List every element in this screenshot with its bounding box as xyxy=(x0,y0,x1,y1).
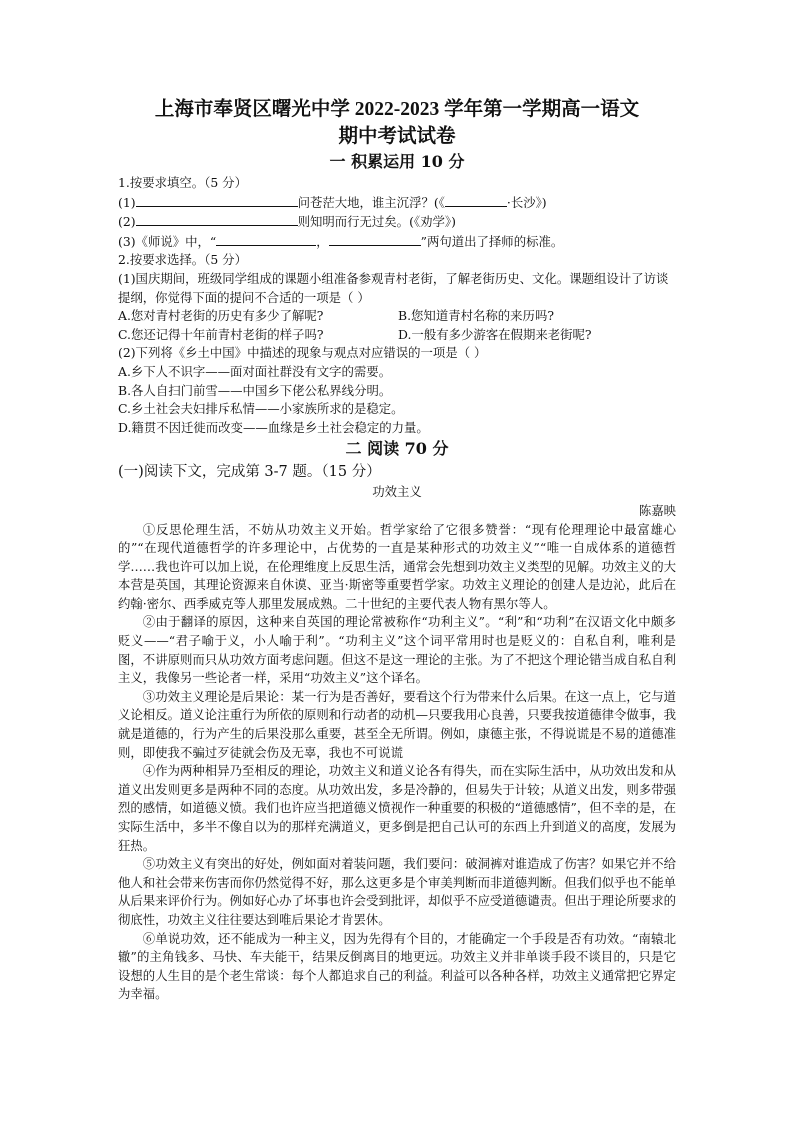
q1-item3-blank1[interactable] xyxy=(216,232,316,246)
q1-item1-blank[interactable] xyxy=(136,193,298,207)
q1-item3-blank2[interactable] xyxy=(329,232,421,246)
q1-item2-blank[interactable] xyxy=(136,212,298,226)
reading-part1-instruction: (一)阅读下文，完成第 3-7 题。（15 分） xyxy=(118,464,381,481)
q2-sub2-option-c[interactable]: C.乡土社会夫妇排斥私情——小家族所求的是稳定。 xyxy=(118,401,404,417)
q2-sub1-option-a[interactable]: A.您对青村老街的历史有多少了解呢? xyxy=(118,308,324,324)
article-paragraph-1: ①反思伦理生活，不妨从功效主义开始。哲学家给了它很多赞誉：“现有伦理理论中最富雄心的”“在现代道德哲学的许多理论中，占优势的一直是某种形式的功效主义”“唯一自成体系的道德哲学……我也许可以加上说，在伦理维度上反思生活，通常会先想到功效主义类型的见解。功效主义的大本营是英国，其理论资源来自休谟、亚当·斯密等重要哲学家。功效主义理论的创建人是边沁，此后在约翰·密尔、西季威克等人那里发展成熟。二十世纪的主要代表人物有黑尔等人。 xyxy=(118,521,676,611)
article-title: 功效主义 xyxy=(372,484,422,500)
q2-sub2-option-b[interactable]: B.各人自扫门前雪——中国乡下佬公私界线分明。 xyxy=(118,382,392,398)
article-paragraph-3: ③功效主义理论是后果论：某一行为是否善好，要看这个行为带来什么后果。在这一点上，它与道义论相反。道义论注重行为所依的原则和行动者的动机—只要我用心良善，只要我按道德律令做事，我就是道德的，行为产生的后果没那么重要，甚至全无所谓。例如，康德主张，不得说谎是不易的道德准则，即使我不骗过歹徒就会伤及无辜，我也不可说谎 xyxy=(118,688,676,760)
q1-item3-prefix: (3)《师说》中，“ xyxy=(118,233,217,249)
q1-item1-text: 问苍茫大地，谁主沉浮？(《 xyxy=(297,194,445,210)
article-author: 陈嘉映 xyxy=(638,502,676,518)
q1-item2-prefix: (2) xyxy=(118,214,136,230)
q2-sub2-option-a[interactable]: A.乡下人不识字——面对面社群没有文字的需要。 xyxy=(118,363,392,379)
exam-title-line2: 期中考试试卷 xyxy=(338,126,456,147)
q1-stem: 1.按要求填空。（5 分） xyxy=(118,175,247,190)
q2-stem: 2.按要求选择。（5 分） xyxy=(118,252,247,268)
article-paragraph-4: ④作为两种相异乃至相反的理论，功效主义和道义论各有得失，而在实际生活中，从功效出发和从道义出发则更多是两种不同的态度。从功效出发，多是冷静的，但易失于计较；从道义出发，则多带强烈的感情，如道德义愤。我们也许应当把道德义愤视作一种重要的积极的“道德感情”，但不幸的是，在实际生活中，多半不像自以为的那样充满道义，更多倒是把自己认可的东西上升到道义的高度，发展为狂热。 xyxy=(118,763,676,853)
q1-item2-text: 则知明而行无过矣。(《劝学》) xyxy=(297,214,456,230)
section1-heading: 一 积累运用 10 分 xyxy=(329,152,465,171)
q1-item2 xyxy=(118,212,676,232)
q2-sub1-option-c[interactable]: C.您还记得十年前青村老街的样子吗? xyxy=(118,326,324,342)
q2-sub2-option-d[interactable]: D.籍贯不因迁徙而改变——血缘是乡土社会稳定的力量。 xyxy=(118,419,429,435)
exam-title-line1: 上海市奉贤区曙光中学 2022-2023 学年第一学期高一语文 xyxy=(154,99,640,120)
q2-sub1-option-b[interactable]: B.您知道青村名称的来历吗? xyxy=(398,308,554,324)
exam-page xyxy=(118,96,676,1004)
q1-item3-suffix: ”两句道出了择师的标准。 xyxy=(420,233,564,249)
article-paragraph-5: ⑤功效主义有突出的好处，例如面对着装问题，我们要问：破洞裤对谁造成了伤害？如果它并不给他人和社会带来伤害而你仍然觉得不好，那么这更多是个审美判断而非道德判断。但我们似乎也不能单从后果来评价行为。例如好心办了坏事也许会受到批评，却似乎不应受道德谴责。但出于理论所要求的彻底性，功效主义往往要达到唯后果论才肯罢休。 xyxy=(118,856,676,927)
q1-item3-mid: ， xyxy=(316,233,329,249)
article-paragraph-6: ⑥单说功效，还不能成为一种主义，因为先得有个目的，才能确定一个手段是否有功效。“南辕北辙”的主角钱多、马快、车夫能干，结果反倒离目的地更远。功效主义并非单谈手段不谈目的，只是它设想的人生目的是个老生常谈：每个人都追求自己的利益。利益可以各种各样，功效主义通常把它界定为幸福。 xyxy=(118,930,676,1002)
q2-sub1: (1)国庆期间，班级同学组成的课题小组准备参观青村老街，了解老街历史、文化。课题组设计了访谈提纲，你觉得下面的提问不合适的一项是（ ） xyxy=(118,270,669,305)
article-paragraph-2: ②由于翻译的原因，这种来自英国的理论常被称作“功利主义”。“利”和“功利”在汉语文化中颇多贬义——“君子喻于义，小人喻于利”。“功利主义”这个词平常用时也是贬义的：自私自利，唯利是图，不讲原则而只从功效方面考虑问题。但这不是这一理论的主张。为了不把这个理论错当成自私自利主义，我像另一些论者一样，采用“功效主义”这个译名。 xyxy=(118,614,676,686)
q2-sub1-options-row1 xyxy=(118,307,676,326)
q2-sub1-option-d[interactable]: D.一般有多少游客在假期来老街呢? xyxy=(398,326,592,342)
q1-item1 xyxy=(118,193,676,213)
section2-heading: 二 阅读 70 分 xyxy=(345,439,449,459)
q1-item1-suffix: ·长沙》) xyxy=(506,194,547,210)
q1-item1-title-blank[interactable] xyxy=(445,193,507,207)
q1-item1-prefix: (1) xyxy=(118,194,136,210)
q1-item3 xyxy=(118,232,676,252)
q2-sub2: (2)下列将《乡土中国》中描述的现象与观点对应错误的一项是（ ） xyxy=(118,345,487,361)
q2-sub1-options-row2 xyxy=(118,326,676,345)
